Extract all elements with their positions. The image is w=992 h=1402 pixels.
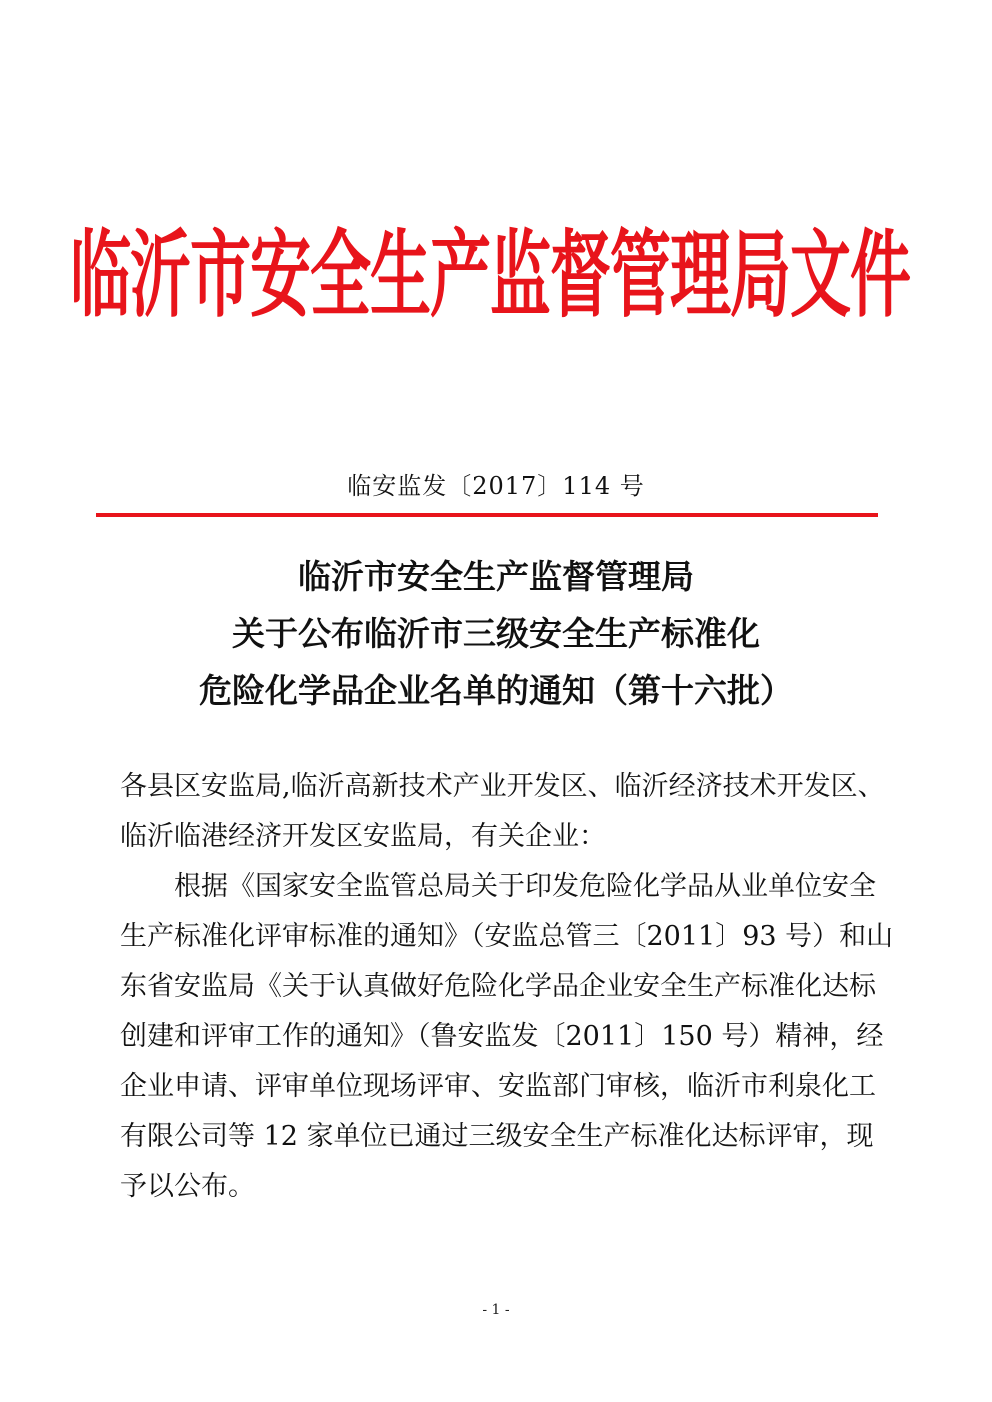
red-divider-line: [96, 513, 878, 517]
paragraph-line-6: 有限公司等 12 家单位已通过三级安全生产标准化达标评审，现: [120, 1121, 874, 1152]
paragraph-line-5: 企业申请、评审单位现场评审、安监部门审核，临沂市利泉化工: [120, 1071, 876, 1102]
addressee-line-2: 临沂临港经济开发区安监局，有关企业：: [120, 821, 606, 852]
title-line-3: 危险化学品企业名单的通知（第十六批）: [199, 671, 793, 710]
title-line-2: 关于公布临沂市三级安全生产标准化: [232, 614, 760, 653]
title-line-1: 临沂市安全生产监督管理局: [298, 557, 694, 596]
paragraph-line-4: 创建和评审工作的通知》（鲁安监发〔2011〕150 号）精神，经: [120, 1021, 884, 1052]
document-number: 临安监发〔2017〕114 号: [347, 472, 645, 500]
document-body: [120, 762, 894, 1212]
paragraph-line-2: 生产标准化评审标准的通知》（安监总管三〔2011〕93 号）和山: [120, 921, 894, 952]
addressee-line-1: 各县区安监局,临沂高新技术产业开发区、临沂经济技术开发区、: [120, 771, 885, 802]
page-number: - 1 -: [482, 1302, 510, 1318]
notice-title: [0, 548, 992, 719]
paragraph-line-1: 根据《国家安全监管总局关于印发危险化学品从业单位安全: [174, 871, 876, 902]
masthead-title: 临沂市安全生产监督管理局文件: [70, 219, 911, 330]
paragraph-line-7: 予以公布。: [120, 1171, 255, 1202]
paragraph-line-3: 东省安监局《关于认真做好危险化学品企业安全生产标准化达标: [120, 971, 876, 1002]
